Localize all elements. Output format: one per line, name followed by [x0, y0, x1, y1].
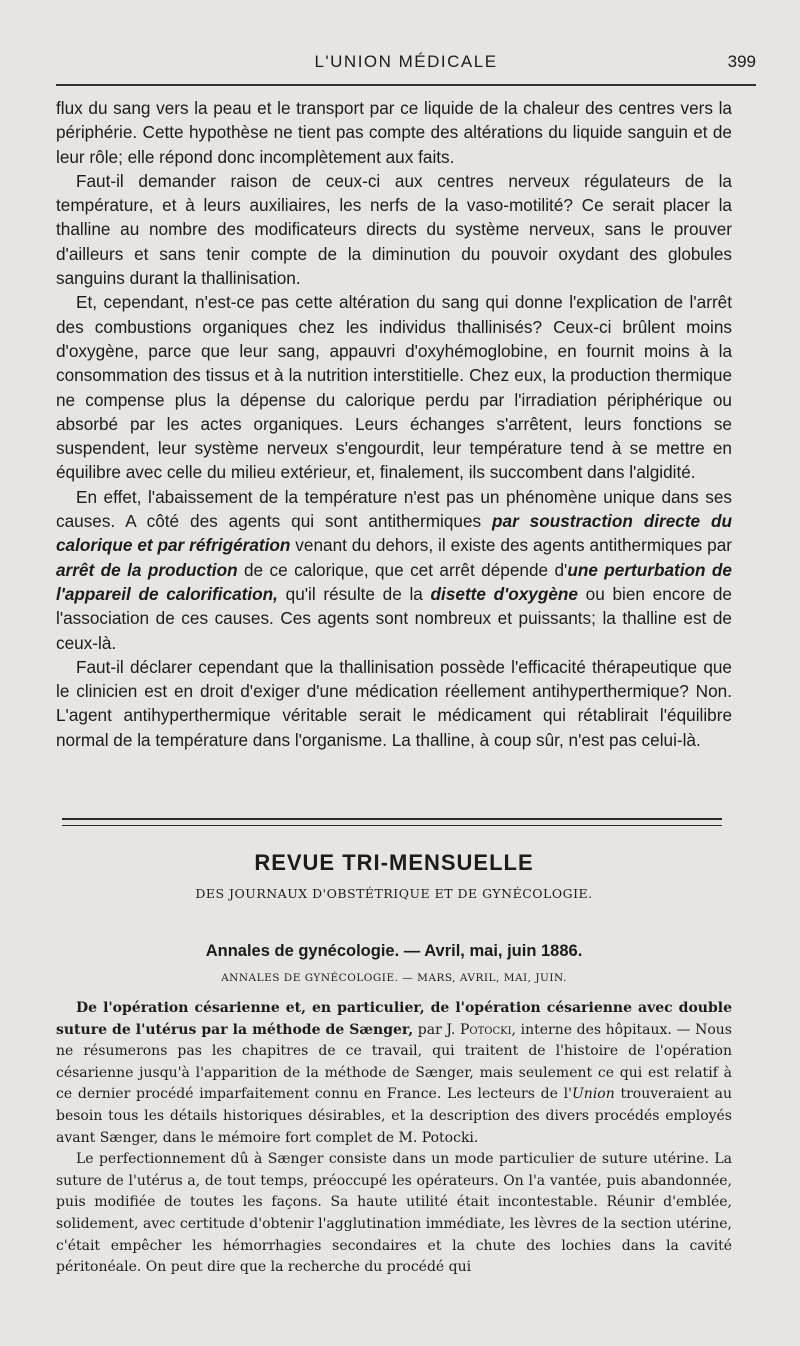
- text-run: trouveraient au besoin tous les détails historiques désirables, et la description des divers procédés employés avant Sænger, dans le mémoire fort complet de M. Potocki.: [56, 1086, 732, 1146]
- article-paragraph-2: Le perfectionnement dû à Sænger consiste dans un mode particulier de suture utérine. La suture de l'utérus a, de tout temps, préoccupé les opérateurs. On l'a vantée, puis abandonnée, puis modifiée de toutes les façons. Sa haute utilité était incontestable. Réunir d'emblée, solidement, avec certitude d'obtenir l'agglutination immédiate, les lèvres de la section utérine, c'était empêcher les hémorrhagies secondaires et la chute des lochies dans la cavité péritonéale. On peut dire que la recherche du procédé qui: [56, 1151, 732, 1276]
- section-title: REVUE TRI-MENSUELLE: [254, 850, 534, 875]
- journal-heading: Annales de gynécologie. — Avril, mai, juin 1886.: [205, 942, 583, 960]
- section-subtitle: DES JOURNAUX D'OBSTÉTRIQUE ET DE GYNÉCOLOGIE.: [195, 886, 593, 901]
- italic-phrase: par soustraction directe du calorique et par réfrigération: [56, 511, 733, 556]
- article-text: [56, 998, 732, 1279]
- header-rule: [56, 84, 756, 86]
- article-title: De l'opération césarienne et, en particulier, de l'opération césarienne avec double suture de l'utérus par la méthode de Sænger,: [56, 1000, 732, 1038]
- text-run: venant du dehors, il existe des agents antithermiques par: [290, 535, 732, 556]
- journal-subheading: ANNALES DE GYNÉCOLOGIE. — MARS, AVRIL, MAI, JUIN.: [221, 972, 567, 984]
- page-number: 399: [727, 52, 756, 71]
- italic-phrase: une perturbation de l'appareil de calorification,: [56, 559, 732, 604]
- paragraph-2: Faut-il demander raison de ceux-ci aux centres nerveux régulateurs de la température, et à leurs auxiliaires, les nerfs de la vaso-motilité? Ce serait placer la thalline au nombre des modificateurs directs du système nerveux, sans le prouver d'ailleurs et sans tenir compte de la diminution du pouvoir oxydant des globules sanguins durant la thallinisation.: [56, 170, 732, 289]
- section-divider: [62, 818, 722, 826]
- article-paragraph-1: [56, 998, 732, 1149]
- text-run: qu'il résulte de la: [277, 583, 431, 604]
- text-run: En effet, l'abaissement de la température n'est pas un phénomène unique dans ses causes. A côté des agents qui sont antithermiques: [56, 486, 732, 532]
- text-run: , interne des hôpitaux. — Nous ne résumerons pas les chapitres de ce travail, qui traitent de l'histoire de l'opération césarienne jusqu'à l'apparition de la méthode de Sænger, mais seulement ce qui est relatif à ce dernier procédé imparfaitement connu en France. Les lecteurs de l': [56, 1021, 732, 1103]
- page-header: [56, 52, 756, 82]
- running-title: L'UNION MÉDICALE: [314, 52, 498, 71]
- text-run: par J.: [413, 1021, 460, 1038]
- text-run: ou bien encore de l'association de ces causes. Ces agents sont nombreux et puissants; la thalline est de ceux-là.: [56, 583, 732, 653]
- author-name: Potocki: [459, 1021, 512, 1038]
- main-text: [56, 96, 732, 752]
- italic-phrase: disette d'oxygène: [430, 583, 578, 604]
- paragraph-3: Et, cependant, n'est-ce pas cette altération du sang qui donne l'explication de l'arrêt des combustions organiques chez les individus thallinisés? Ceux-ci brûlent moins d'oxygène, parce que leur sang, appauvri d'oxyhémoglobine, en fournit moins à la consommation des tissus et à la nutrition interstitielle. Chez eux, la production thermique ne compense plus la dépense du calorique perdu par l'irradiation périphérique ou absorbé par les actes organiques. Leurs échanges s'arrêtent, leurs fonctions se suspendent, leur système nerveux s'engourdit, leur température tend à se mettre en équilibre avec celle du milieu extérieur, et, finalement, ils succombent dans l'algidité.: [56, 292, 732, 483]
- text-run: de ce calorique, que cet arrêt dépende d': [237, 559, 568, 580]
- paragraph-1: flux du sang vers la peau et le transport par ce liquide de la chaleur des centres vers la périphérie. Cette hypothèse ne tient pas compte des altérations du liquide sanguin et de leur rôle; elle répond donc incomplètement aux faits.: [56, 98, 732, 167]
- paragraph-4: [56, 485, 732, 655]
- italic-phrase: arrêt de la production: [56, 559, 238, 580]
- paragraph-5: Faut-il déclarer cependant que la thallinisation possède l'efficacité thérapeutique que le clinicien est en droit d'exiger d'une médication réellement antihyperthermique? Non. L'agent antihyperthermique véritable serait le médicament qui rétablirait l'équilibre normal de la température dans l'organisme. La thalline, à coup sûr, n'est pas celui-là.: [56, 656, 732, 750]
- journal-name: Union: [572, 1086, 615, 1103]
